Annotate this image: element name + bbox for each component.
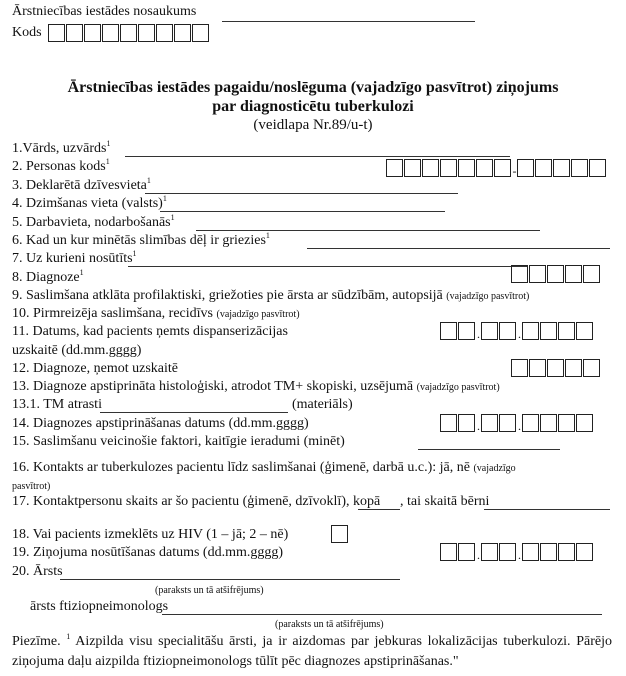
item-referred-label — [12, 251, 137, 267]
label-text: 4. Dzimšanas vieta (valsts) — [12, 196, 163, 211]
institution-name-label: Ārstniecības iestādes nosaukums — [12, 4, 197, 19]
digit-box[interactable] — [589, 159, 606, 177]
diagnosis-boxes[interactable] — [511, 265, 601, 283]
digit-box[interactable] — [540, 322, 557, 340]
name-field[interactable] — [125, 156, 510, 157]
digit-box[interactable] — [547, 265, 564, 283]
underline-hint-cont: pasvītrot) — [12, 481, 51, 492]
report-date-boxes[interactable] — [440, 543, 594, 561]
digit-box[interactable] — [331, 525, 348, 543]
footnote-mark: 1 — [106, 139, 111, 148]
item-diagnosis-registered-label: 12. Diagnoze, ņemot uzskaitē — [12, 361, 179, 376]
tm-material-field[interactable] — [100, 412, 288, 413]
digit-box[interactable] — [565, 359, 582, 377]
item-birthplace-label — [12, 196, 167, 212]
item-detection-label — [12, 288, 529, 305]
digit-box[interactable] — [138, 24, 155, 42]
phthisio-label: ārsts ftiziopneimonologs — [30, 599, 169, 614]
digit-box[interactable] — [565, 265, 582, 283]
digit-box[interactable] — [476, 159, 493, 177]
residence-field[interactable] — [145, 193, 458, 194]
item-consulted-label — [12, 233, 270, 249]
digit-box[interactable] — [458, 322, 475, 340]
footnote-mark: 1 — [170, 213, 175, 222]
note-text: Aizpilda visu specialitāšu ārsti, ja ir aizdomas par jebkuras lokalizācijas tuberkulozi. Pārējo ziņojuma daļu aizpilda ftiziopneimonologs tūlīt pēc diagnozes apstiprināšanas." — [12, 634, 613, 669]
digit-box[interactable] — [547, 359, 564, 377]
digit-box[interactable] — [440, 322, 457, 340]
item-registration-date-label-2: uzskaitē (dd.mm.gggg) — [12, 343, 142, 358]
item-confirmation-label — [12, 379, 500, 396]
separator: . — [477, 327, 480, 341]
footnote-mark: 1 — [132, 249, 137, 258]
digit-box[interactable] — [440, 414, 457, 432]
separator: . — [477, 548, 480, 562]
digit-box[interactable] — [558, 322, 575, 340]
footnote-mark: 1 — [146, 176, 151, 185]
separator: . — [518, 327, 521, 341]
digit-box[interactable] — [535, 159, 552, 177]
item-doctor-label: 20. Ārsts — [12, 564, 63, 579]
digit-box[interactable] — [458, 414, 475, 432]
item-contacts-count-label: 17. Kontaktpersonu skaits ar šo pacientu (ģimenē, dzīvoklī), kopā — [12, 494, 381, 509]
form-title: Ārstniecības iestādes pagaidu/noslēguma (vajadzīgo pasvītrot) ziņojums — [67, 79, 559, 96]
digit-box[interactable] — [571, 159, 588, 177]
separator: . — [477, 419, 480, 433]
separator: - — [512, 164, 517, 178]
digit-box[interactable] — [386, 159, 403, 177]
digit-box[interactable] — [84, 24, 101, 42]
personal-code-boxes[interactable] — [386, 159, 607, 177]
digit-box[interactable] — [511, 265, 528, 283]
children-count-field[interactable] — [484, 509, 610, 510]
digit-box[interactable] — [522, 543, 539, 561]
consulted-field[interactable] — [307, 248, 610, 249]
label-text: 5. Darbavieta, nodarbošanās — [12, 215, 171, 230]
label-text: 10. Pirmreizēja saslimšana, recidīvs — [12, 306, 213, 321]
label-text: 1.Vārds, uzvārds — [12, 141, 107, 156]
separator: . — [518, 419, 521, 433]
label-text: 9. Saslimšana atklāta profilaktiski, griežoties pie ārsta ar sūdzībām, autopsijā — [12, 288, 443, 303]
label-text: 3. Deklarētā dzīvesvieta — [12, 178, 147, 193]
item-hiv-label: 18. Vai pacients izmeklēts uz HIV (1 – jā; 2 – nē) — [12, 527, 289, 542]
birthplace-field[interactable] — [160, 211, 445, 212]
digit-box[interactable] — [529, 359, 546, 377]
item-first-time-label — [12, 306, 300, 323]
digit-box[interactable] — [481, 543, 498, 561]
digit-box[interactable] — [481, 322, 498, 340]
signature-caption-2: (paraksts un tā atšifrējums) — [275, 619, 384, 630]
item-registration-date-label: 11. Datums, kad pacients ņemts dispanserizācijas — [12, 324, 288, 339]
contacts-total-field[interactable] — [358, 509, 400, 510]
digit-box[interactable] — [576, 322, 593, 340]
separator: . — [518, 548, 521, 562]
footnote — [12, 632, 612, 672]
footnote-mark: 1 — [265, 231, 270, 240]
footnote-mark: 1 — [162, 194, 167, 203]
item-personal-code-label — [12, 159, 110, 175]
digit-box[interactable] — [529, 265, 546, 283]
label-text: 16. Kontakts ar tuberkulozes pacientu līdz saslimšanai (ģimenē, darbā u.c.): jā, nē — [12, 460, 470, 475]
digit-box[interactable] — [174, 24, 191, 42]
item-tm-found-label: 13.1. TM atrasti — [12, 397, 102, 412]
item-risk-factors-label: 15. Saslimšanu veicinošie faktori, kaitīgie ieradumi (minēt) — [12, 434, 345, 449]
digit-box[interactable] — [553, 159, 570, 177]
material-suffix: (materiāls) — [292, 397, 353, 412]
digit-box[interactable] — [558, 414, 575, 432]
form-title-line2: par diagnosticētu tuberkulozi — [212, 98, 414, 115]
workplace-field[interactable] — [196, 230, 540, 231]
digit-box[interactable] — [458, 159, 475, 177]
digit-box[interactable] — [540, 414, 557, 432]
label-text: 7. Uz kurieni nosūtīts — [12, 251, 133, 266]
digit-box[interactable] — [522, 322, 539, 340]
digit-box[interactable] — [440, 159, 457, 177]
digit-box[interactable] — [422, 159, 439, 177]
institution-name-field[interactable] — [222, 21, 475, 22]
digit-box[interactable] — [494, 159, 511, 177]
digit-box[interactable] — [511, 359, 528, 377]
item-name-label — [12, 141, 110, 157]
underline-hint: (vajadzīgo pasvītrot) — [416, 382, 500, 393]
underline-hint: (vajadzīgo pasvītrot) — [216, 309, 300, 320]
signature-caption: (paraksts un tā atšifrējums) — [155, 585, 264, 596]
children-label: , tai skaitā bērni — [400, 494, 490, 509]
label-text: 13. Diagnoze apstiprināta histoloģiski, atrodot TM+ skopiski, uzsējumā — [12, 379, 414, 394]
institution-code-boxes[interactable] — [48, 24, 210, 42]
hiv-box[interactable] — [331, 525, 349, 543]
digit-box[interactable] — [192, 24, 209, 42]
digit-box[interactable] — [583, 265, 600, 283]
item-contact-label — [12, 460, 516, 477]
note-label: Piezīme. — [12, 634, 61, 649]
digit-box[interactable] — [440, 543, 457, 561]
item-diagnosis-label — [12, 270, 84, 286]
registration-date-boxes[interactable] — [440, 322, 594, 340]
item-report-date-label: 19. Ziņojuma nosūtīšanas datums (dd.mm.gggg) — [12, 545, 284, 560]
digit-box[interactable] — [481, 414, 498, 432]
doctor-signature-field[interactable] — [60, 579, 400, 580]
digit-box[interactable] — [404, 159, 421, 177]
footnote-mark: 1 — [79, 268, 84, 277]
risk-factors-field[interactable] — [418, 449, 560, 450]
item-confirmation-date-label: 14. Diagnozes apstiprināšanas datums (dd.mm.gggg) — [12, 416, 309, 431]
digit-box[interactable] — [48, 24, 65, 42]
label-text: 2. Personas kods — [12, 159, 106, 174]
footnote-mark: 1 — [105, 157, 110, 166]
digit-box[interactable] — [156, 24, 173, 42]
item-residence-label — [12, 178, 151, 194]
item-workplace-label — [12, 215, 175, 231]
digit-box[interactable] — [102, 24, 119, 42]
digit-box[interactable] — [583, 359, 600, 377]
digit-box[interactable] — [576, 414, 593, 432]
digit-box[interactable] — [499, 322, 516, 340]
phthisio-signature-field[interactable] — [162, 614, 602, 615]
digit-box[interactable] — [517, 159, 534, 177]
label-text: 6. Kad un kur minētās slimības dēļ ir griezies — [12, 233, 266, 248]
label-text: 8. Diagnoze — [12, 270, 80, 285]
digit-box[interactable] — [558, 543, 575, 561]
digit-box[interactable] — [576, 543, 593, 561]
digit-box[interactable] — [499, 414, 516, 432]
digit-box[interactable] — [458, 543, 475, 561]
footnote-mark: 1 — [66, 632, 71, 641]
referred-field[interactable] — [128, 266, 528, 267]
confirmation-date-boxes[interactable] — [440, 414, 594, 432]
underline-hint: (vajadzīgo pasvītrot) — [446, 291, 530, 302]
digit-box[interactable] — [540, 543, 557, 561]
digit-box[interactable] — [499, 543, 516, 561]
digit-box[interactable] — [66, 24, 83, 42]
form-number: (veidlapa Nr.89/u-t) — [253, 117, 373, 133]
code-label: Kods — [12, 25, 42, 40]
digit-box[interactable] — [522, 414, 539, 432]
diagnosis-registered-boxes[interactable] — [511, 359, 601, 377]
digit-box[interactable] — [120, 24, 137, 42]
underline-hint: (vajadzīgo — [473, 463, 516, 474]
